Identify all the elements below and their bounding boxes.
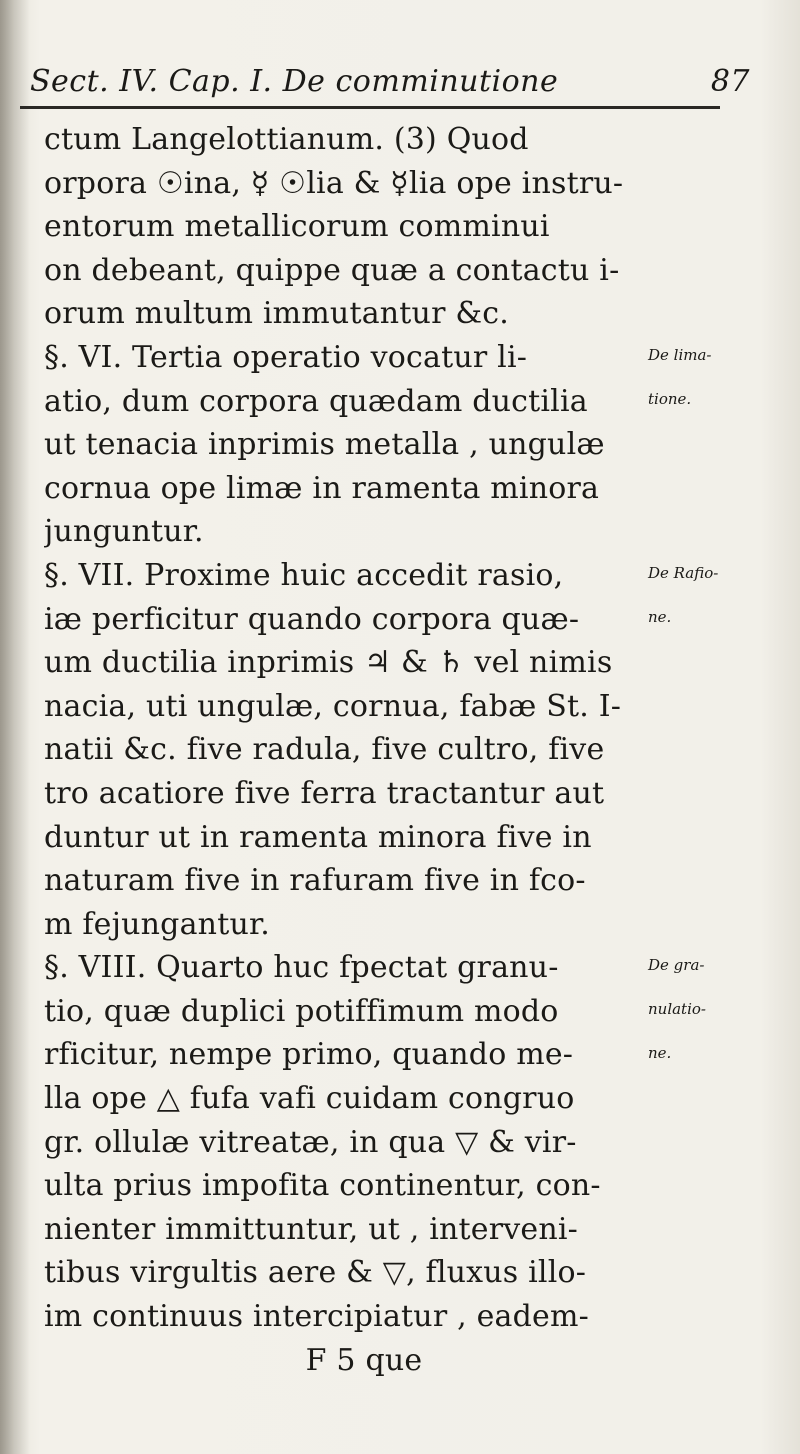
text-line: orpora ☉ina, ☿ ☉lia & ☿lia ope instru- [44, 165, 624, 201]
text-line: entorum metallicorum comminui [44, 209, 550, 245]
margin-note: nulatio- [648, 1000, 706, 1018]
text-line: on debeant, quippe quæ a contactu i- [44, 252, 620, 288]
margin-note: De lima- [648, 346, 712, 364]
text-line: orum multum immutantur &c. [44, 296, 509, 332]
text-line: lla ope △ fufa vafi cuidam congruo [44, 1081, 575, 1117]
binding-shadow [0, 0, 30, 1454]
text-line: §. VIII. Quarto huc fpectat granu- [44, 950, 559, 986]
text-line: F 5 que [305, 1342, 423, 1378]
text-line: gr. ollulæ vitreatæ, in qua ▽ & vir- [44, 1124, 577, 1160]
body-text [44, 118, 654, 1382]
text-line: ulta prius impofita continentur, con- [44, 1168, 601, 1204]
text-line: rficitur, nempe primo, quando me- [44, 1037, 574, 1073]
text-line: im continuus intercipiatur , eadem- [44, 1299, 589, 1335]
margin-note: tione. [648, 389, 692, 408]
text-line: tibus virgultis aere & ▽, fluxus illo- [44, 1255, 587, 1291]
text-line: §. VI. Tertia operatio vocatur li- [44, 339, 528, 375]
text-line: naturam five in rafuram five in fco- [44, 863, 586, 899]
page-number: 87 [710, 64, 750, 99]
text-line: cornua ope limæ in ramenta minora [44, 470, 600, 506]
header-rule [20, 106, 720, 109]
text-line: tro acatiore five ferra tractantur aut [44, 775, 605, 811]
text-line: natii &c. five radula, five cultro, five [44, 732, 605, 768]
text-line: nacia, uti ungulæ, cornua, fabæ St. I- [44, 688, 622, 724]
text-line: um ductilia inprimis ♃ & ♄ vel nimis [44, 645, 613, 681]
text-line: m fejungantur. [44, 906, 270, 942]
text-line: nienter immittuntur, ut , interveni- [44, 1211, 579, 1247]
margin-note: ne. [648, 607, 672, 626]
text-line: ut tenacia inprimis metalla , ungulæ [44, 427, 605, 463]
text-line: atio, dum corpora quædam ductilia [44, 383, 588, 419]
text-line: iæ perficitur quando corpora quæ- [44, 601, 580, 637]
text-line: §. VII. Proxime huic accedit rasio, [44, 557, 564, 593]
margin-note: De Rafio- [648, 564, 719, 582]
margin-note: De gra- [648, 956, 705, 975]
text-line: junguntur. [44, 514, 204, 550]
running-title: Sect. IV. Cap. I. De comminutione [30, 64, 559, 99]
text-line: duntur ut in ramenta minora five in [44, 819, 592, 855]
margin-note: ne. [648, 1043, 672, 1062]
text-line: tio, quæ duplici potiffimum modo [44, 993, 559, 1029]
text-line: ctum Langelottianum. (3) Quod [44, 122, 529, 157]
